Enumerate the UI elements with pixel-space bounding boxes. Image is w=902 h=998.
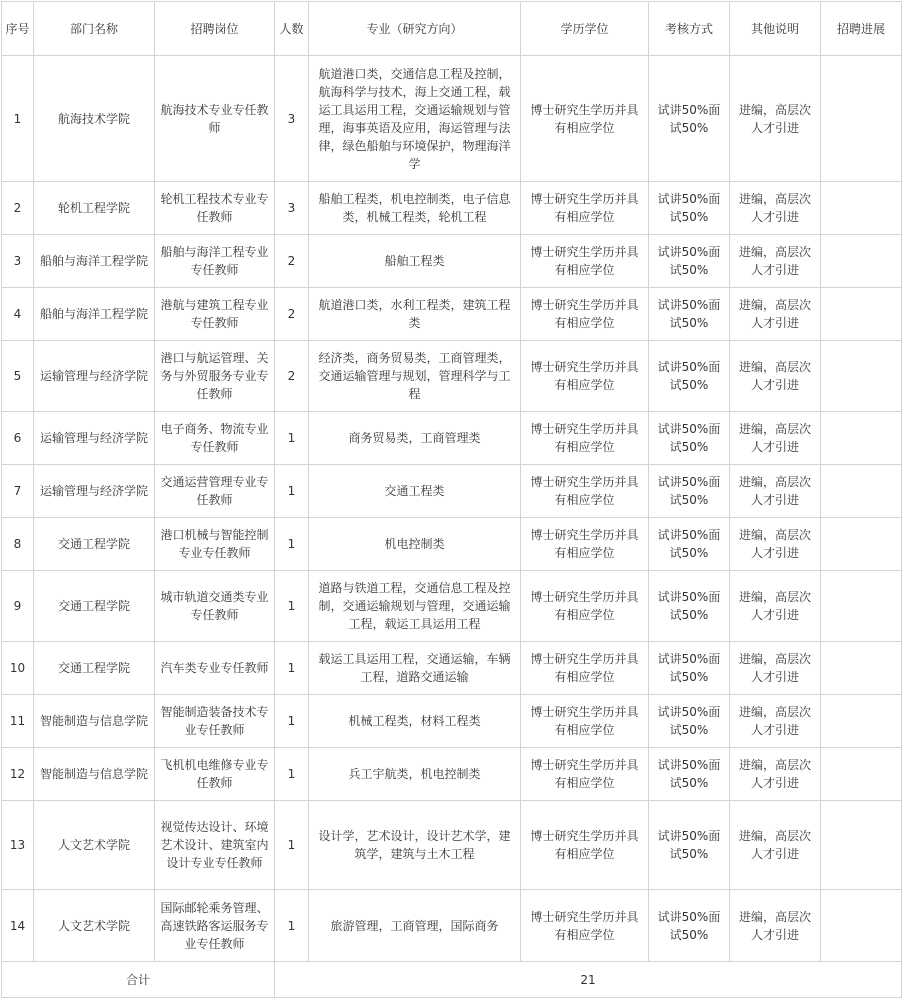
header-headcount: 人数	[275, 2, 309, 56]
headcount-cell: 3	[275, 182, 309, 235]
notes-cell: 进编，高层次人才引进	[730, 182, 821, 235]
row-index: 4	[2, 288, 34, 341]
header-row	[2, 2, 902, 56]
assessment-cell: 试讲50%面试50%	[649, 695, 730, 748]
degree-cell: 博士研究生学历并具有相应学位	[521, 748, 649, 801]
headcount-cell: 1	[275, 571, 309, 642]
table-row	[2, 182, 902, 235]
position-cell: 轮机工程技术专业专任教师	[155, 182, 275, 235]
table-row	[2, 695, 902, 748]
row-index: 2	[2, 182, 34, 235]
degree-cell: 博士研究生学历并具有相应学位	[521, 235, 649, 288]
progress-cell	[821, 890, 902, 962]
degree-cell: 博士研究生学历并具有相应学位	[521, 465, 649, 518]
assessment-cell: 试讲50%面试50%	[649, 571, 730, 642]
department-cell: 交通工程学院	[34, 642, 155, 695]
position-cell: 港口与航运管理、关务与外贸服务专业专任教师	[155, 341, 275, 412]
notes-cell: 进编，高层次人才引进	[730, 890, 821, 962]
header-department: 部门名称	[34, 2, 155, 56]
notes-cell: 进编，高层次人才引进	[730, 56, 821, 182]
row-index: 11	[2, 695, 34, 748]
department-cell: 航海技术学院	[34, 56, 155, 182]
progress-cell	[821, 642, 902, 695]
headcount-cell: 1	[275, 695, 309, 748]
notes-cell: 进编，高层次人才引进	[730, 695, 821, 748]
headcount-cell: 1	[275, 801, 309, 890]
notes-cell: 进编，高层次人才引进	[730, 518, 821, 571]
notes-cell: 进编，高层次人才引进	[730, 642, 821, 695]
assessment-cell: 试讲50%面试50%	[649, 341, 730, 412]
table-row	[2, 412, 902, 465]
table-row	[2, 341, 902, 412]
assessment-cell: 试讲50%面试50%	[649, 182, 730, 235]
department-cell: 轮机工程学院	[34, 182, 155, 235]
progress-cell	[821, 235, 902, 288]
position-cell: 电子商务、物流专业专任教师	[155, 412, 275, 465]
progress-cell	[821, 341, 902, 412]
progress-cell	[821, 695, 902, 748]
major-cell: 旅游管理，工商管理，国际商务	[309, 890, 521, 962]
department-cell: 智能制造与信息学院	[34, 695, 155, 748]
headcount-cell: 1	[275, 890, 309, 962]
assessment-cell: 试讲50%面试50%	[649, 412, 730, 465]
major-cell: 载运工具运用工程，交通运输，车辆工程，道路交通运输	[309, 642, 521, 695]
major-cell: 设计学，艺术设计，设计艺术学，建筑学，建筑与土木工程	[309, 801, 521, 890]
notes-cell: 进编，高层次人才引进	[730, 571, 821, 642]
department-cell: 交通工程学院	[34, 518, 155, 571]
assessment-cell: 试讲50%面试50%	[649, 890, 730, 962]
department-cell: 智能制造与信息学院	[34, 748, 155, 801]
header-major: 专业（研究方向）	[309, 2, 521, 56]
table-header	[2, 2, 902, 56]
department-cell: 人文艺术学院	[34, 890, 155, 962]
row-index: 7	[2, 465, 34, 518]
department-cell: 船舶与海洋工程学院	[34, 235, 155, 288]
assessment-cell: 试讲50%面试50%	[649, 465, 730, 518]
position-cell: 航海技术专业专任教师	[155, 56, 275, 182]
degree-cell: 博士研究生学历并具有相应学位	[521, 412, 649, 465]
assessment-cell: 试讲50%面试50%	[649, 518, 730, 571]
major-cell: 兵工宇航类，机电控制类	[309, 748, 521, 801]
department-cell: 交通工程学院	[34, 571, 155, 642]
header-position: 招聘岗位	[155, 2, 275, 56]
progress-cell	[821, 56, 902, 182]
row-index: 12	[2, 748, 34, 801]
headcount-cell: 1	[275, 748, 309, 801]
row-index: 13	[2, 801, 34, 890]
header-assessment: 考核方式	[649, 2, 730, 56]
table-row	[2, 571, 902, 642]
headcount-cell: 2	[275, 288, 309, 341]
headcount-cell: 1	[275, 412, 309, 465]
assessment-cell: 试讲50%面试50%	[649, 235, 730, 288]
major-cell: 船舶工程类，机电控制类，电子信息类，机械工程类，轮机工程	[309, 182, 521, 235]
position-cell: 飞机机电维修专业专任教师	[155, 748, 275, 801]
notes-cell: 进编，高层次人才引进	[730, 341, 821, 412]
department-cell: 船舶与海洋工程学院	[34, 288, 155, 341]
major-cell: 商务贸易类，工商管理类	[309, 412, 521, 465]
major-cell: 机电控制类	[309, 518, 521, 571]
major-cell: 道路与铁道工程，交通信息工程及控制，交通运输规划与管理，交通运输工程，载运工具运用工程	[309, 571, 521, 642]
assessment-cell: 试讲50%面试50%	[649, 642, 730, 695]
total-label: 合计	[2, 962, 275, 998]
position-cell: 交通运营管理专业专任教师	[155, 465, 275, 518]
position-cell: 船舶与海洋工程专业专任教师	[155, 235, 275, 288]
row-index: 9	[2, 571, 34, 642]
notes-cell: 进编，高层次人才引进	[730, 288, 821, 341]
department-cell: 人文艺术学院	[34, 801, 155, 890]
headcount-cell: 1	[275, 642, 309, 695]
row-index: 6	[2, 412, 34, 465]
header-progress: 招聘进展	[821, 2, 902, 56]
table-row	[2, 235, 902, 288]
department-cell: 运输管理与经济学院	[34, 465, 155, 518]
major-cell: 交通工程类	[309, 465, 521, 518]
degree-cell: 博士研究生学历并具有相应学位	[521, 695, 649, 748]
progress-cell	[821, 288, 902, 341]
position-cell: 汽车类专业专任教师	[155, 642, 275, 695]
notes-cell: 进编，高层次人才引进	[730, 412, 821, 465]
major-cell: 航道港口类，交通信息工程及控制，航海科学与技术，海上交通工程，载运工具运用工程，交通运输规划与管理，海事英语及应用，海运管理与法律，绿色船舶与环境保护，物理海洋学	[309, 56, 521, 182]
major-cell: 航道港口类，水利工程类，建筑工程类	[309, 288, 521, 341]
degree-cell: 博士研究生学历并具有相应学位	[521, 571, 649, 642]
notes-cell: 进编，高层次人才引进	[730, 235, 821, 288]
assessment-cell: 试讲50%面试50%	[649, 56, 730, 182]
row-index: 3	[2, 235, 34, 288]
row-index: 10	[2, 642, 34, 695]
department-cell: 运输管理与经济学院	[34, 341, 155, 412]
table-row	[2, 642, 902, 695]
row-index: 1	[2, 56, 34, 182]
major-cell: 机械工程类，材料工程类	[309, 695, 521, 748]
table-row	[2, 56, 902, 182]
notes-cell: 进编，高层次人才引进	[730, 465, 821, 518]
header-index: 序号	[2, 2, 34, 56]
table-row	[2, 465, 902, 518]
notes-cell: 进编，高层次人才引进	[730, 748, 821, 801]
row-index: 5	[2, 341, 34, 412]
major-cell: 经济类，商务贸易类，工商管理类，交通运输管理与规划，管理科学与工程	[309, 341, 521, 412]
header-notes: 其他说明	[730, 2, 821, 56]
headcount-cell: 3	[275, 56, 309, 182]
progress-cell	[821, 412, 902, 465]
row-index: 14	[2, 890, 34, 962]
total-row	[2, 962, 902, 998]
position-cell: 智能制造装备技术专业专任教师	[155, 695, 275, 748]
department-cell: 运输管理与经济学院	[34, 412, 155, 465]
assessment-cell: 试讲50%面试50%	[649, 288, 730, 341]
major-cell: 船舶工程类	[309, 235, 521, 288]
table-row	[2, 748, 902, 801]
degree-cell: 博士研究生学历并具有相应学位	[521, 890, 649, 962]
progress-cell	[821, 465, 902, 518]
progress-cell	[821, 571, 902, 642]
total-value: 21	[275, 962, 902, 998]
progress-cell	[821, 801, 902, 890]
headcount-cell: 1	[275, 518, 309, 571]
recruitment-table	[1, 1, 902, 998]
progress-cell	[821, 182, 902, 235]
degree-cell: 博士研究生学历并具有相应学位	[521, 518, 649, 571]
degree-cell: 博士研究生学历并具有相应学位	[521, 642, 649, 695]
headcount-cell: 2	[275, 341, 309, 412]
degree-cell: 博士研究生学历并具有相应学位	[521, 341, 649, 412]
position-cell: 港口机械与智能控制专业专任教师	[155, 518, 275, 571]
assessment-cell: 试讲50%面试50%	[649, 801, 730, 890]
position-cell: 国际邮轮乘务管理、高速铁路客运服务专业专任教师	[155, 890, 275, 962]
table-footer	[2, 962, 902, 998]
table-row	[2, 890, 902, 962]
header-degree: 学历学位	[521, 2, 649, 56]
position-cell: 城市轨道交通类专业专任教师	[155, 571, 275, 642]
table-row	[2, 518, 902, 571]
table-row	[2, 801, 902, 890]
headcount-cell: 1	[275, 465, 309, 518]
degree-cell: 博士研究生学历并具有相应学位	[521, 182, 649, 235]
table-body	[2, 56, 902, 962]
table-row	[2, 288, 902, 341]
assessment-cell: 试讲50%面试50%	[649, 748, 730, 801]
headcount-cell: 2	[275, 235, 309, 288]
degree-cell: 博士研究生学历并具有相应学位	[521, 801, 649, 890]
row-index: 8	[2, 518, 34, 571]
notes-cell: 进编，高层次人才引进	[730, 801, 821, 890]
degree-cell: 博士研究生学历并具有相应学位	[521, 56, 649, 182]
progress-cell	[821, 748, 902, 801]
progress-cell	[821, 518, 902, 571]
position-cell: 港航与建筑工程专业专任教师	[155, 288, 275, 341]
position-cell: 视觉传达设计、环境艺术设计、建筑室内设计专业专任教师	[155, 801, 275, 890]
degree-cell: 博士研究生学历并具有相应学位	[521, 288, 649, 341]
